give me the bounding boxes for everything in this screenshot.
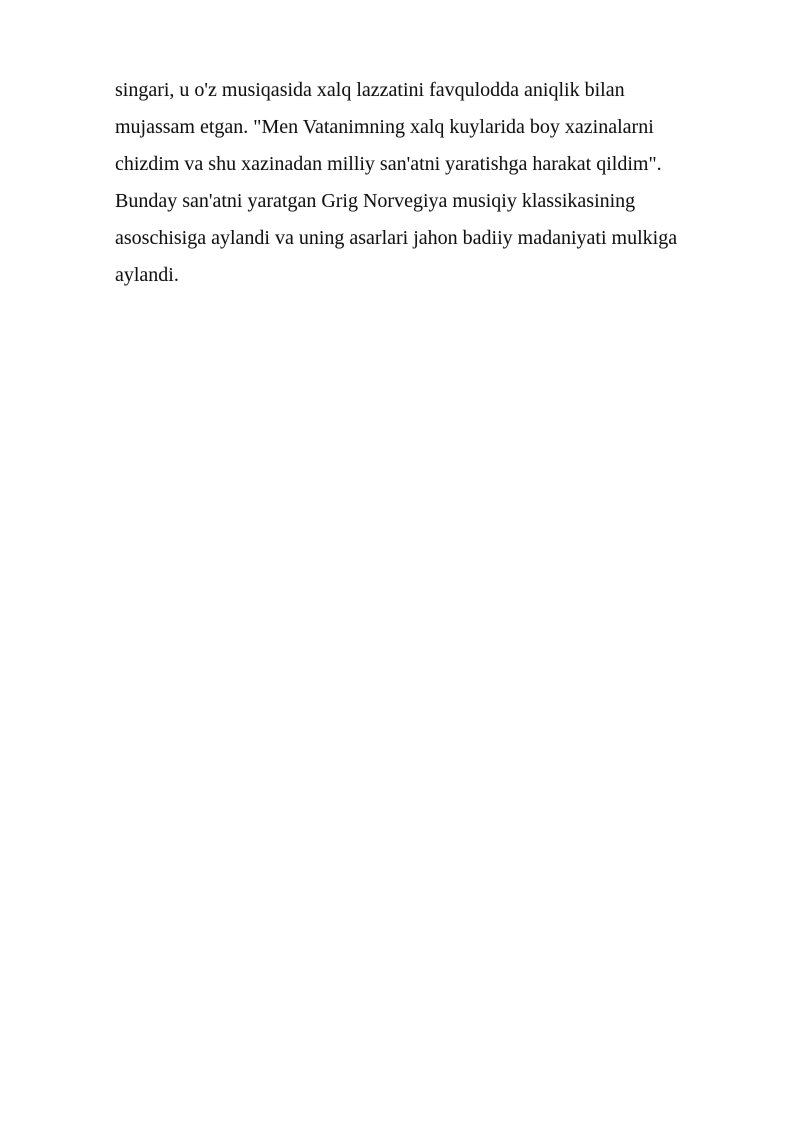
paragraph-line: asoschisiga aylandi va uning asarlari jahon badiiy madaniyati mulkiga <box>115 227 678 249</box>
paragraph-line: aylandi. <box>115 264 179 286</box>
paragraph-line: chizdim va shu xazinadan milliy san'atni yaratishga harakat qildim". <box>115 153 662 175</box>
paragraph-line: singari, u o'z musiqasida xalq lazzatini favqulodda aniqlik bilan <box>115 79 625 101</box>
paragraph-line: Bunday san'atni yaratgan Grig Norvegiya musiqiy klassikasining <box>115 190 636 212</box>
body-paragraph <box>115 72 735 294</box>
paragraph-line: mujassam etgan. "Men Vatanimning xalq kuylarida boy xazinalarni <box>115 116 654 138</box>
